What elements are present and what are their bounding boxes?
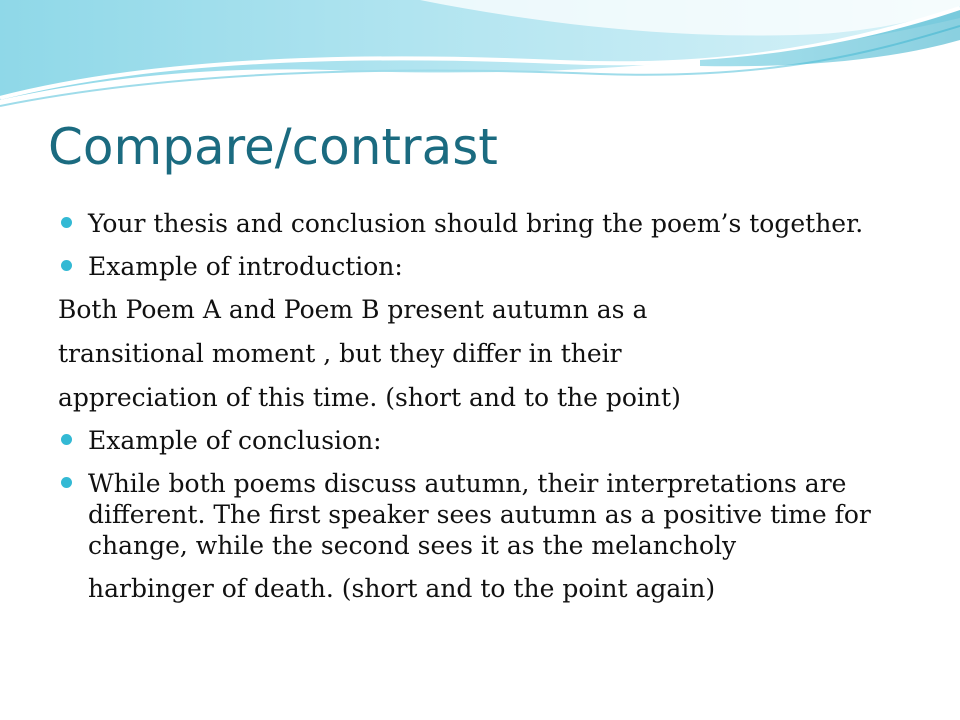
header-wave-decoration: [0, 0, 960, 120]
slide-body: [58, 208, 938, 604]
body-line: Both Poem A and Poem B present autumn as a: [58, 295, 648, 324]
bullet-item: [58, 425, 938, 456]
bullet-text: While both poems discuss autumn, their interpretations are different. The first speaker sees autumn as a positive time for change, while the second sees it as the melancholy: [88, 469, 871, 560]
bullet-text: Example of introduction:: [88, 252, 403, 281]
bullet-icon: [61, 477, 72, 488]
bullet-text: Your thesis and conclusion should bring the poem’s together.: [88, 209, 864, 238]
body-line: appreciation of this time. (short and to the point): [58, 383, 681, 412]
bullet-item: [58, 468, 938, 561]
body-line-continuation: harbinger of death. (short and to the point again): [88, 574, 716, 603]
body-line: transitional moment , but they differ in their: [58, 339, 622, 368]
bullet-icon: [61, 260, 72, 271]
bullet-item: [58, 208, 938, 239]
bullet-item: [58, 251, 938, 282]
bullet-icon: [61, 434, 72, 445]
bullet-text: Example of conclusion:: [88, 426, 382, 455]
bullet-icon: [61, 217, 72, 228]
slide-title: Compare/contrast: [48, 118, 498, 176]
